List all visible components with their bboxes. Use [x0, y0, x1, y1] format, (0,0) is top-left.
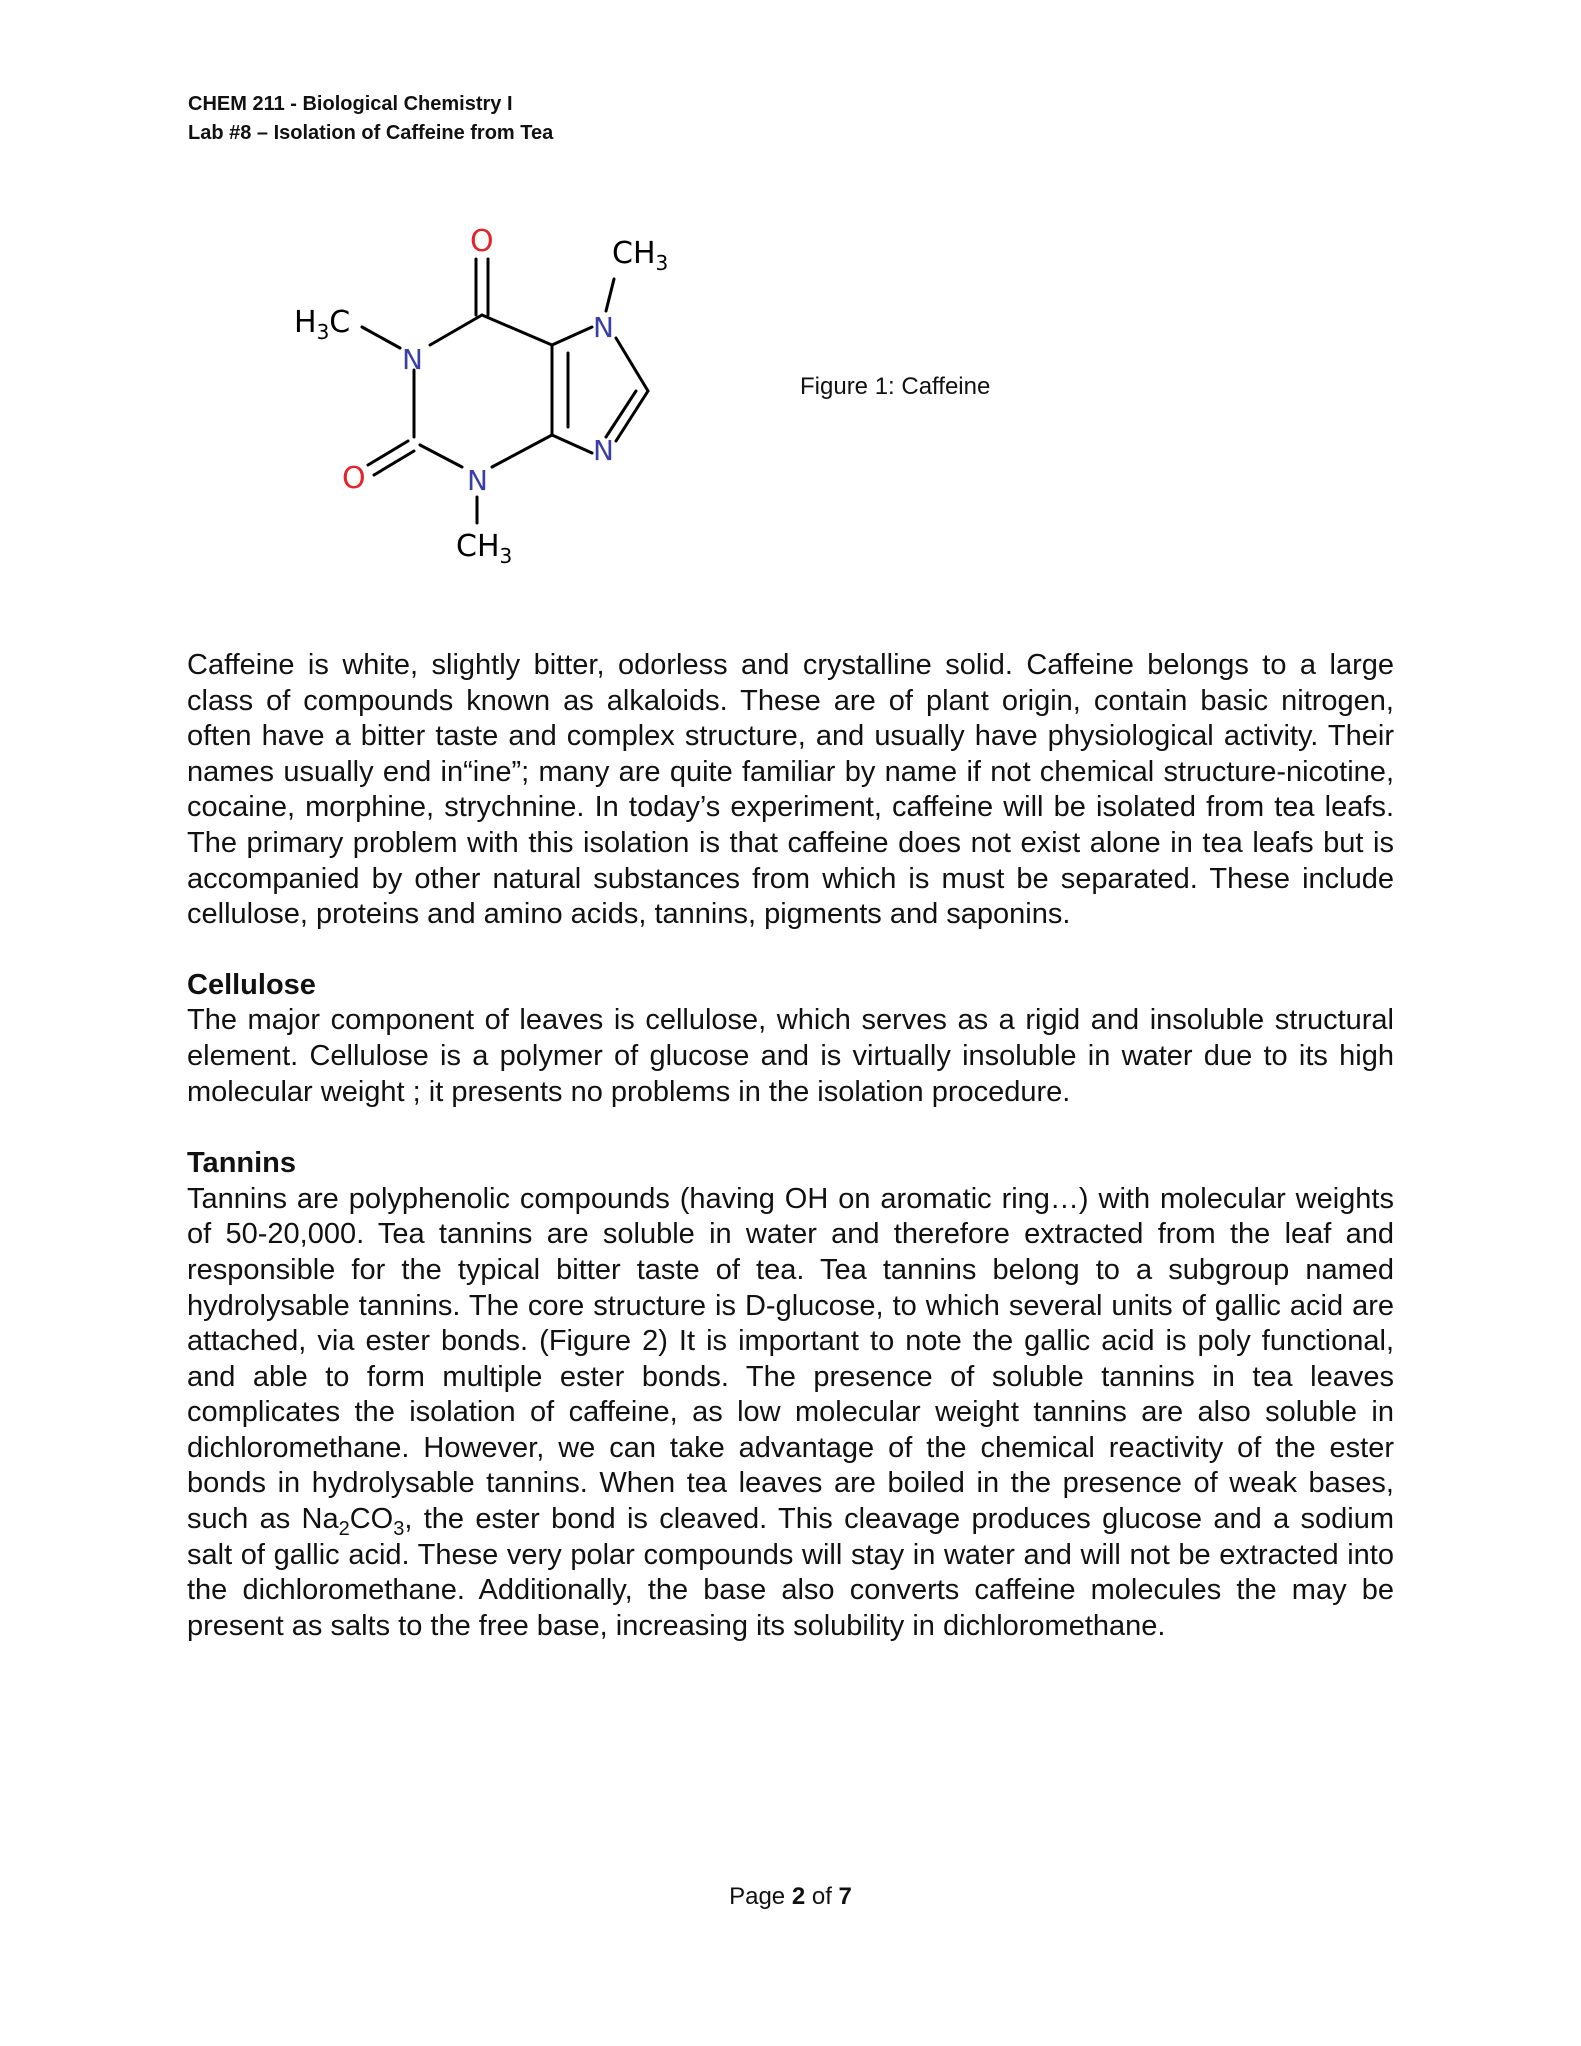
bond-c2-o	[368, 441, 408, 465]
tannins-paragraph: Tannins are polyphenolic compounds (having OH on aromatic ring…) with molecular weights of 50-20,000. Tea tannins are soluble in water and therefore extracted from the leaf and responsible for the typical bitter taste of tea. Tea tannins belong to a subgroup named hydrolysable tannins. The core structure is D-glucose, to which several units of gallic acid are attached, via ester bonds. (Figure 2) It is important to note the gallic acid is poly functional, and able to form multiple ester bonds. The presence of soluble tannins in tea leaves complicates the isolation of caffeine, as low molecular weight tannins are also soluble in dichloromethane. However, we can take advantage of the chemical reactivity of the ester bonds in hydrolysable tannins. When tea leaves are boiled in the presence of weak bases, such as $Na_2CO_3$, the ester bond is cleaved. This cleavage produces glucose and a sodium salt of gallic acid. These very polar compounds will stay in water and will not be extracted into the dichloromethane. Additionally, the base also converts caffeine molecules the may be present as salts to the free base, increasing its solubility in dichloromethane.	[187, 1182, 1394, 1642]
caffeine-structure-figure	[280, 215, 740, 595]
document-header	[188, 90, 553, 148]
methyl-group-left: $H_3C$	[294, 305, 351, 344]
nitrogen-atom-n1: N	[402, 343, 423, 376]
cellulose-paragraph: The major component of leaves is cellulose, which serves as a rigid and insoluble structural element. Cellulose is a polymer of glucose and is virtually insoluble in water due to its high molecular weight ; it presents no problems in the isolation procedure.	[187, 1004, 1394, 1108]
lab-title: Lab #8 – Isolation of Caffeine from Tea	[188, 122, 554, 144]
document-body	[187, 648, 1394, 1644]
bond-c2-o-double	[374, 451, 414, 475]
bond-n1-ch3	[362, 327, 400, 348]
bond-c2-n3	[420, 445, 462, 467]
intro-paragraph: Caffeine is white, slightly bitter, odorless and crystalline solid. Caffeine belongs to a large class of compounds known as alkaloids. These are of plant origin, contain basic nitrogen, often have a bitter taste and complex structure, and usually have physiological activity. Their names usually end in“ine”; many are quite familiar by name if not chemical structure-nicotine, cocaine, morphine, strychnine. In today’s experiment, caffeine will be isolated from tea leafs. The primary problem with this isolation is that caffeine does not exist alone in tea leafs but is accompanied by other natural substances from which is must be separated. These include cellulose, proteins and amino acids, tannins, pigments and saponins.	[187, 649, 1394, 931]
oxygen-atom-top: O	[470, 224, 494, 259]
methyl-group-bottom: $CH_3$	[456, 529, 513, 568]
bond-c6-n1	[430, 315, 482, 345]
cellulose-heading: Cellulose	[187, 968, 316, 1001]
tannins-heading: Tannins	[187, 1147, 297, 1180]
bond-n9-c4	[552, 435, 592, 453]
bond-n7-ch3	[606, 279, 614, 311]
oxygen-atom-left: O	[342, 461, 366, 496]
bond-n7-c8	[616, 338, 648, 391]
nitrogen-atom-n3: N	[467, 464, 488, 497]
nitrogen-atom-n9: N	[593, 434, 614, 467]
bond-c5-c6	[482, 315, 552, 345]
nitrogen-atom-n7: N	[593, 311, 614, 344]
course-title: CHEM 211 - Biological Chemistry I	[188, 93, 513, 115]
methyl-group-top: $CH_3$	[612, 236, 669, 275]
page-number: Page 2 of 7	[729, 1883, 852, 1910]
bond-c5-n7	[552, 327, 592, 345]
bond-n3-c4	[492, 435, 552, 467]
figure-caption: Figure 1: Caffeine	[800, 373, 991, 400]
